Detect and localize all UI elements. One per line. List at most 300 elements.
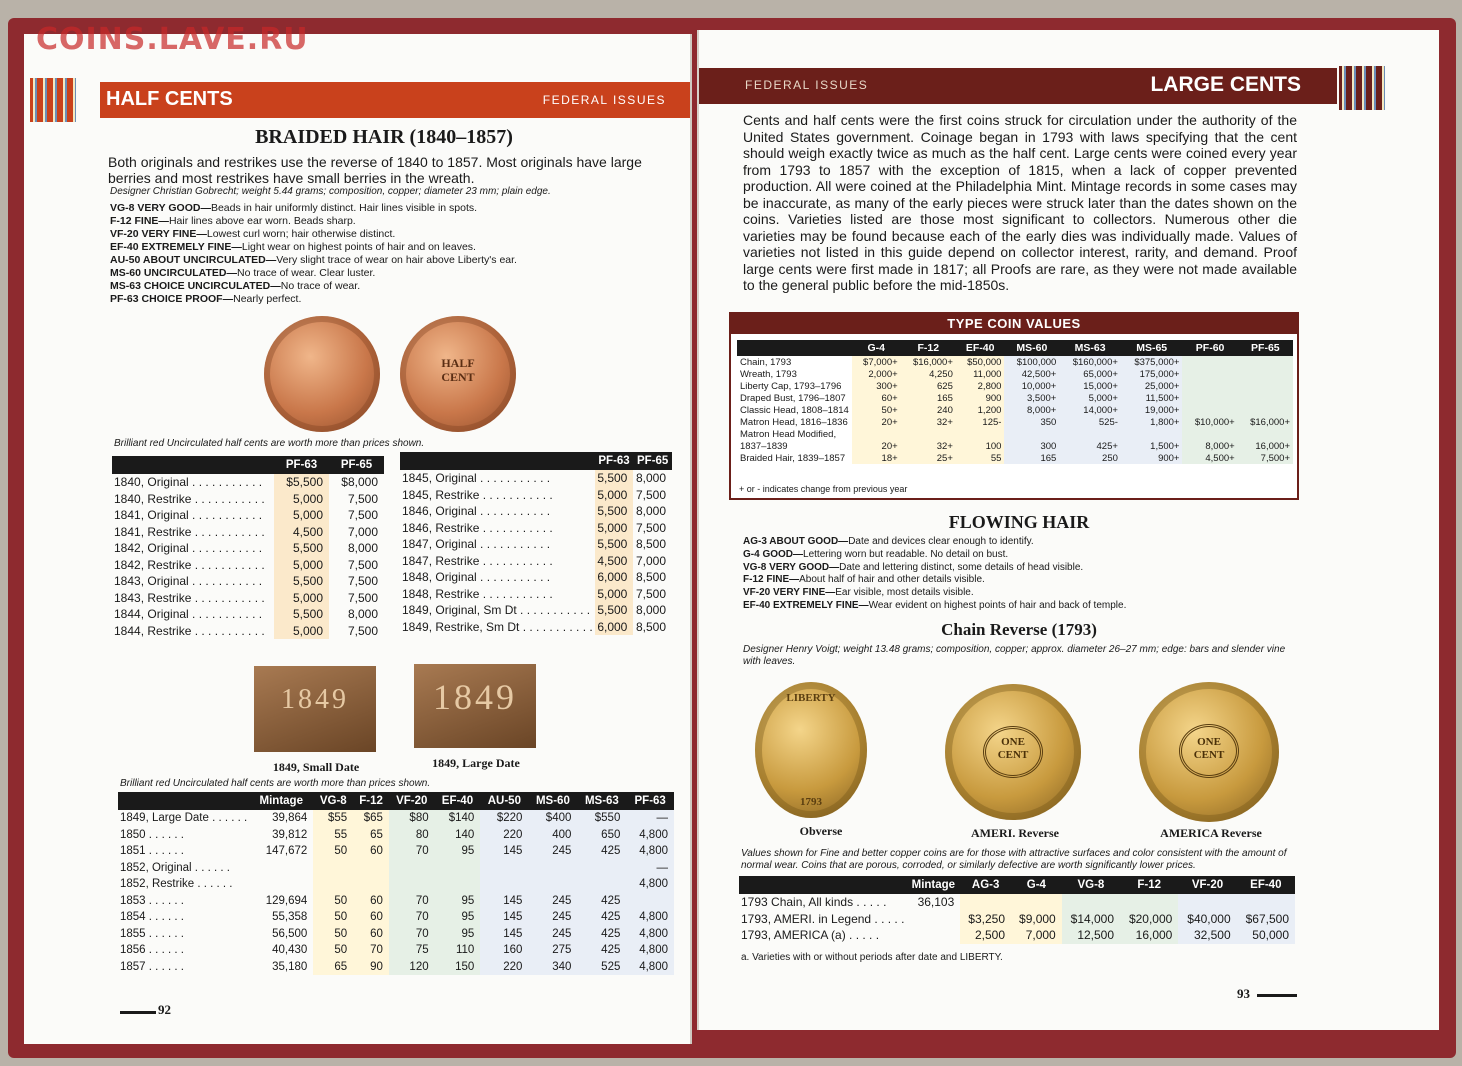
col-header: VG-8 — [1062, 876, 1120, 894]
table-row — [400, 487, 672, 504]
grade-term: AU-50 ABOUT UNCIRCULATED— — [110, 254, 277, 266]
cell-pf63: 5,000 — [274, 590, 329, 607]
cell-value: 300+ — [852, 380, 901, 392]
cell-value: $14,000 — [1062, 911, 1120, 928]
row-label: 1837–1839 — [740, 440, 788, 452]
col-header: AG-3 — [960, 876, 1011, 894]
coin-obverse-legend: LIBERTY — [786, 692, 836, 704]
grade-desc: Lowest curl worn; hair otherwise distinct. — [206, 228, 396, 240]
table-row — [118, 876, 674, 893]
cell-value — [313, 876, 353, 893]
row-label-text: 1848, Original — [402, 570, 477, 585]
cell-value: 145 — [480, 893, 528, 910]
grade-desc: Wear evident on highest points of hair and back of temple. — [868, 599, 1127, 611]
cell-value: 1,200 — [956, 404, 1005, 416]
cell-value: 42,500+ — [1004, 368, 1059, 380]
grade-line — [110, 241, 670, 254]
cell-value: 900 — [956, 392, 1005, 404]
cell-pf63: 5,000 — [274, 623, 329, 640]
cell-value: $7,000+ — [852, 356, 901, 368]
row-label-text: 1793, AMERI. in Legend — [741, 911, 872, 926]
cell-value: 4,250 — [901, 368, 956, 380]
row-label: Braided Hair, 1839–1857 — [740, 452, 846, 464]
coin-reverse-text: HALF CENT — [441, 356, 475, 384]
grade-desc: Lettering worn but readable. No detail on bust. — [803, 548, 1009, 560]
cell-value — [852, 428, 901, 440]
grade-desc: Hair lines above ear worn. Beads sharp. — [168, 215, 356, 227]
grade-desc: Ear visible, most details visible. — [835, 587, 974, 599]
cell-value: $100,000 — [1004, 356, 1059, 368]
row-label: 1844, Original . . . . . . . . . . . — [114, 607, 263, 622]
cell-value: 4,800 — [626, 843, 674, 860]
values-note: Values shown for Fine and better copper coins are for those with attractive surfaces and color consistent with the amount of normal wear. Coins that are porous, corroded, or similarly defective are worth significantly lower prices. — [741, 848, 1287, 871]
cell-mintage — [906, 927, 960, 944]
cell-pf65: $8,000 — [341, 475, 378, 490]
coin-america-text: ONE CENT — [1193, 736, 1225, 761]
row-label-text: 1793 Chain, All kinds — [741, 895, 854, 910]
cell-pf65: 8,000 — [347, 541, 378, 556]
cell-mintage: 40,430 — [272, 944, 308, 957]
cell-value — [1182, 428, 1237, 440]
table-row — [737, 368, 1293, 380]
table-row — [112, 491, 384, 508]
cell-value: 14,000+ — [1059, 404, 1121, 416]
col-header: MS-63 — [577, 792, 626, 810]
note-brilliant-2: Brilliant red Uncirculated half cents are worth more than prices shown. — [120, 778, 431, 789]
cell-value: 70 — [389, 909, 435, 926]
section-title-braided: BRAIDED HAIR (1840–1857) — [255, 126, 513, 148]
type-coin-values-box — [729, 312, 1299, 500]
mintage-table-braided — [118, 792, 674, 975]
grade-line — [743, 562, 1303, 575]
cell-value: 425 — [577, 942, 626, 959]
grade-term: G-4 GOOD— — [743, 548, 804, 560]
cell-pf65: 7,500 — [347, 508, 378, 523]
row-label: 1793 Chain, All kinds . . . . . — [741, 895, 887, 910]
table-row — [112, 507, 384, 524]
row-label: 1846, Restrike . . . . . . . . . . . — [402, 520, 553, 535]
col-header: AU-50 — [480, 792, 528, 810]
cell-value: 340 — [528, 959, 577, 976]
cell-value: 50,000 — [1237, 927, 1295, 944]
cell-pf63: 5,500 — [595, 503, 634, 520]
sub-title-chain: Chain Reverse (1793) — [941, 620, 1097, 639]
row-label: Draped Bust, 1796–1807 — [740, 392, 846, 404]
grade-line — [110, 293, 670, 306]
grade-term: AG-3 ABOUT GOOD— — [743, 536, 849, 547]
cell-value: 145 — [480, 843, 528, 860]
cell-value: 250 — [1059, 452, 1121, 464]
col-pf65: PF-65 — [329, 456, 384, 474]
cell-value: 95 — [435, 843, 481, 860]
row-label-text: 1853 — [120, 894, 146, 907]
cell-value — [1238, 356, 1293, 368]
grade-term: EF-40 EXTREMELY FINE— — [743, 599, 869, 611]
cell-value: 220 — [480, 827, 528, 844]
table-row — [112, 474, 384, 491]
cell-value — [480, 860, 528, 877]
cell-value: 100 — [956, 440, 1005, 452]
row-label: 1841, Restrike . . . . . . . . . . . — [114, 524, 265, 539]
designer-line-chain: Designer Henry Voigt; weight 13.48 grams; composition, copper; approx. diameter 26–27 mm; edge: bars and slender vine with leaves. — [743, 644, 1286, 667]
cell-value — [577, 876, 626, 893]
grade-term: VF-20 VERY FINE— — [743, 587, 836, 599]
cell-value — [1178, 894, 1236, 911]
table-row — [737, 356, 1293, 368]
grade-descriptions-flowing — [743, 536, 1303, 613]
cell-value: $9,000 — [1011, 911, 1062, 928]
coin-obverse-half-cent — [264, 316, 380, 432]
cell-value: $40,000 — [1178, 911, 1236, 928]
grade-line — [110, 202, 670, 215]
cell-value: 4,800 — [626, 959, 674, 976]
grade-desc: About half of hair and other details visible. — [799, 574, 985, 586]
grade-line — [110, 267, 670, 280]
cell-value: 150 — [435, 959, 481, 976]
table-row — [112, 540, 384, 557]
cell-value: $20,000 — [1120, 911, 1178, 928]
table-row — [112, 606, 384, 623]
row-label: 1849, Large Date . . . . . . — [120, 812, 248, 825]
cell-value — [389, 876, 435, 893]
row-label-text: 1842, Restrike — [114, 557, 192, 572]
table-row — [118, 893, 674, 910]
row-label-text: 1855 — [120, 927, 146, 940]
cell-value — [960, 894, 1011, 911]
row-label: 1853 . . . . . . — [120, 894, 184, 907]
table-row — [118, 959, 674, 976]
proof-table-left — [112, 456, 384, 639]
cell-value: 175,000+ — [1121, 368, 1183, 380]
table-row — [400, 536, 672, 553]
coin-reverse-half-cent — [400, 316, 516, 432]
cell-pf63: 5,000 — [595, 487, 634, 504]
cell-value — [1182, 404, 1237, 416]
left-header-title: HALF CENTS — [106, 88, 233, 110]
cell-value: 16,000 — [1120, 927, 1178, 944]
cell-value: 165 — [901, 392, 956, 404]
row-label: 1857 . . . . . . — [120, 960, 184, 973]
tcv-note: + or - indicates change from previous year — [739, 484, 908, 494]
coin-chain-obverse — [755, 682, 867, 818]
cell-value: 4,800 — [626, 876, 674, 893]
cell-value: 8,000+ — [1182, 440, 1237, 452]
table-row — [118, 926, 674, 943]
cell-value: 10,000+ — [1004, 380, 1059, 392]
cell-value: 350 — [1004, 416, 1059, 428]
cell-value: 125- — [956, 416, 1005, 428]
grade-desc: Nearly perfect. — [233, 293, 302, 305]
row-label-text: 1846, Original — [402, 504, 477, 519]
cell-value: 240 — [901, 404, 956, 416]
grade-desc: Very slight trace of wear on hair above Liberty's ear. — [276, 254, 517, 266]
cell-value — [956, 428, 1005, 440]
cell-value: 20+ — [852, 440, 901, 452]
cell-value: 50 — [313, 926, 353, 943]
row-label-text: 1845, Restrike — [402, 487, 480, 502]
cell-value — [353, 876, 389, 893]
cell-mintage: 56,500 — [272, 927, 308, 940]
table-row — [400, 553, 672, 570]
right-header-sub: FEDERAL ISSUES — [745, 78, 869, 92]
row-label-text: 1843, Restrike — [114, 590, 192, 605]
cell-pf63: 5,000 — [595, 586, 634, 603]
row-label: Wreath, 1793 — [740, 368, 797, 380]
cell-value: 70 — [389, 893, 435, 910]
caption-large-date: 1849, Large Date — [432, 756, 520, 770]
grade-term: PF-63 CHOICE PROOF— — [110, 293, 234, 305]
grade-line — [110, 254, 670, 267]
grade-desc: Beads in hair uniformly distinct. Hair lines visible in spots. — [210, 202, 478, 214]
cell-value: 300 — [1004, 440, 1059, 452]
cell-value: 50 — [313, 893, 353, 910]
cell-pf63: 4,500 — [595, 553, 634, 570]
cell-value: 245 — [528, 843, 577, 860]
cell-value: 4,500+ — [1182, 452, 1237, 464]
cell-pf65: 8,000 — [347, 607, 378, 622]
cell-value — [1238, 368, 1293, 380]
cell-value: 32,500 — [1178, 927, 1236, 944]
cell-value: 50+ — [852, 404, 901, 416]
cell-value: 65 — [353, 827, 389, 844]
cell-pf65: 8,000 — [635, 603, 666, 618]
grade-term: VG-8 VERY GOOD— — [110, 202, 211, 214]
cell-value: $550 — [577, 810, 626, 827]
cell-pf63: 5,500 — [274, 606, 329, 623]
row-label: 1843, Original . . . . . . . . . . . — [114, 574, 263, 589]
cell-mintage — [249, 860, 313, 877]
col-header: VF-20 — [389, 792, 435, 810]
row-label-text: 1793, AMERICA (a) — [741, 928, 846, 943]
cell-value: 275 — [528, 942, 577, 959]
cell-value: $140 — [435, 810, 481, 827]
table-row — [112, 557, 384, 574]
cell-mintage: 147,672 — [265, 845, 308, 858]
col-header: PF-63 — [626, 792, 674, 810]
table-row — [737, 452, 1293, 464]
cell-value — [1238, 428, 1293, 440]
cell-value — [1062, 894, 1120, 911]
cell-value: 80 — [389, 827, 435, 844]
row-label: 1855 . . . . . . — [120, 927, 184, 940]
cell-pf63: $5,500 — [274, 474, 329, 491]
caption-small-date: 1849, Small Date — [272, 760, 360, 774]
cell-pf65: 8,500 — [635, 570, 666, 585]
chain-mintage-table — [739, 876, 1295, 944]
table-row — [737, 428, 1293, 440]
coin-obverse-date: 1793 — [800, 796, 822, 808]
col-header: Mintage — [249, 792, 313, 810]
table-row — [112, 623, 384, 640]
row-label-text: 1852, Restrike — [120, 878, 195, 891]
row-label: Chain, 1793 — [740, 356, 792, 368]
grade-line — [110, 280, 670, 293]
row-label: 1850 . . . . . . — [120, 828, 184, 841]
cell-value: 1,800+ — [1121, 416, 1183, 428]
cell-value: 16,000+ — [1238, 440, 1293, 452]
cell-pf65: 8,000 — [635, 471, 666, 486]
row-label-text: 1846, Restrike — [402, 520, 480, 535]
table-row — [737, 404, 1293, 416]
cell-value: 1,500+ — [1121, 440, 1183, 452]
designer-line: Designer Christian Gobrecht; weight 5.44 grams; composition, copper; diameter 23 mm; plain edge. — [110, 186, 551, 197]
cell-pf63: 5,000 — [274, 557, 329, 574]
cell-value: 11,000 — [956, 368, 1005, 380]
cell-value: 60 — [353, 926, 389, 943]
row-label: 1856 . . . . . . — [120, 944, 184, 957]
cell-value: 7,000 — [1011, 927, 1062, 944]
cell-value: 7,500+ — [1238, 452, 1293, 464]
row-label: 1848, Restrike . . . . . . . . . . . — [402, 586, 553, 601]
row-label-text: 1843, Original — [114, 574, 189, 589]
grade-line — [743, 574, 1303, 587]
grade-descriptions — [110, 202, 670, 306]
cell-value: $375,000+ — [1121, 356, 1183, 368]
col-header: PF-60 — [1182, 340, 1237, 356]
table-row — [118, 942, 674, 959]
row-label: 1842, Restrike . . . . . . . . . . . — [114, 557, 265, 572]
cell-pf65: 7,000 — [347, 524, 378, 539]
table-row — [400, 470, 672, 487]
cell-value: 245 — [528, 893, 577, 910]
table-row — [737, 380, 1293, 392]
row-label: 1846, Original . . . . . . . . . . . — [402, 504, 551, 519]
cell-value: 65 — [313, 959, 353, 976]
caption-america-reverse: AMERICA Reverse — [1160, 826, 1262, 840]
col-header: G-4 — [852, 340, 901, 356]
cell-mintage: 39,812 — [272, 828, 308, 841]
cell-value: 425 — [577, 909, 626, 926]
row-label: 1840, Original . . . . . . . . . . . — [114, 475, 263, 490]
cell-value — [1182, 392, 1237, 404]
cell-mintage: 36,103 — [917, 895, 955, 910]
cell-value — [577, 860, 626, 877]
col-header: MS-60 — [1004, 340, 1059, 356]
table-row — [739, 927, 1295, 944]
cell-value: 60+ — [852, 392, 901, 404]
table-row — [112, 524, 384, 541]
table-row — [737, 440, 1293, 452]
row-label: Classic Head, 1808–1814 — [740, 404, 849, 416]
grade-desc: Light wear on highest points of hair and on leaves. — [241, 241, 476, 253]
row-label-text: 1849, Restrike, Sm Dt — [402, 619, 520, 634]
cell-value — [480, 876, 528, 893]
intro-large-cents: Cents and half cents were the first coins struck for circulation under the authority of the United States government. Coinage began in 1793 with laws specifying that the cent should weigh exactly twice as much as the half cent. Large cents were coined every year from 1793 to 1857 with the exception of 1815, when a lack of copper prevented production. All were coined at the Philadelphia Mint. Mintage records in some cases may be inaccurate, as many of the early pieces were struck later than the dates shown on the coins. Varieties listed are those most significant to collectors. Numerous other die varieties may be found because each of the early dies was individually made. Values of varieties not listed in this guide depend on collector interest, rarity, and demand. Proof large cents were first made in 1817; all Proofs are rare, as they were not made available to the general public before the mid-1850s. — [743, 112, 1297, 293]
cell-value: 65,000+ — [1059, 368, 1121, 380]
col-header: F-12 — [901, 340, 956, 356]
table-row — [112, 590, 384, 607]
cell-value: 245 — [528, 909, 577, 926]
grade-line — [743, 600, 1303, 613]
cell-value — [1011, 894, 1062, 911]
col-header: VF-20 — [1178, 876, 1236, 894]
right-header-title: LARGE CENTS — [1150, 73, 1301, 96]
cell-pf65: 8,500 — [635, 619, 666, 634]
cell-value: $10,000+ — [1182, 416, 1237, 428]
caption-obverse: Obverse — [799, 824, 843, 838]
cell-value: $80 — [389, 810, 435, 827]
cell-value: $50,000 — [956, 356, 1005, 368]
row-label-text: 1841, Restrike — [114, 524, 192, 539]
cell-pf65: 7,500 — [635, 586, 666, 601]
col-header: MS-65 — [1121, 340, 1183, 356]
table-row — [400, 602, 672, 619]
cell-value — [1238, 392, 1293, 404]
grade-term: VF-20 VERY FINE— — [110, 228, 207, 240]
cell-value: 70 — [389, 926, 435, 943]
cell-value: 3,500+ — [1004, 392, 1059, 404]
cell-mintage — [906, 911, 960, 928]
row-label-text: 1842, Original — [114, 541, 189, 556]
cell-value: 70 — [389, 843, 435, 860]
cell-value — [528, 860, 577, 877]
table-row — [112, 573, 384, 590]
cell-value — [435, 860, 481, 877]
row-label: 1840, Restrike . . . . . . . . . . . — [114, 491, 265, 506]
table-row — [400, 569, 672, 586]
col-header: EF-40 — [435, 792, 481, 810]
col-header: F-12 — [1120, 876, 1178, 894]
cell-pf65: 7,000 — [635, 553, 666, 568]
table-row — [400, 520, 672, 537]
cell-value: 525- — [1059, 416, 1121, 428]
cell-value — [1238, 404, 1293, 416]
row-label: 1852, Original . . . . . . — [120, 861, 230, 874]
cell-value: 4,800 — [626, 926, 674, 943]
cell-mintage: 55,358 — [272, 911, 308, 924]
cell-value — [901, 428, 956, 440]
cell-pf63: 5,000 — [274, 507, 329, 524]
col-pf63: PF-63 — [595, 452, 634, 470]
table-row — [737, 416, 1293, 428]
cell-value: $400 — [528, 810, 577, 827]
col-header: G-4 — [1011, 876, 1062, 894]
cell-pf65: 7,500 — [635, 520, 666, 535]
cell-value — [1120, 894, 1178, 911]
table-row — [739, 911, 1295, 928]
row-label: 1849, Original, Sm Dt . . . . . . . . . . . — [402, 603, 591, 618]
row-label-text: 1851 — [120, 845, 146, 858]
cell-pf63: 5,000 — [595, 520, 634, 537]
cell-value: 60 — [353, 893, 389, 910]
cell-value: 2,800 — [956, 380, 1005, 392]
cell-pf65: 7,500 — [635, 487, 666, 502]
row-label-text: 1854 — [120, 911, 146, 924]
table-row — [400, 619, 672, 636]
cell-pf65: 8,000 — [635, 504, 666, 519]
cell-value: 95 — [435, 909, 481, 926]
section-title-flowing: FLOWING HAIR — [948, 512, 1090, 532]
note-brilliant-1: Brilliant red Uncirculated half cents are worth more than prices shown. — [114, 438, 425, 449]
page-number-right: 93 — [1237, 986, 1250, 1001]
cell-value — [1182, 356, 1237, 368]
grade-term: F-12 FINE— — [743, 574, 800, 586]
col-header: MS-63 — [1059, 340, 1121, 356]
page-rule-right — [1257, 994, 1297, 997]
col-header: EF-40 — [1237, 876, 1295, 894]
row-label: 1849, Restrike, Sm Dt . . . . . . . . . . . — [402, 619, 593, 634]
row-label: 1793, AMERI. in Legend . . . . . — [741, 911, 905, 926]
row-label-text: 1857 — [120, 960, 146, 973]
coin-chain-ameri-reverse — [945, 684, 1081, 820]
cell-value: 90 — [353, 959, 389, 976]
header-stripes-right — [1339, 66, 1385, 110]
cell-value: 900+ — [1121, 452, 1183, 464]
cell-value: 25,000+ — [1121, 380, 1183, 392]
left-page — [24, 34, 692, 1044]
cell-value — [1004, 428, 1059, 440]
type-coin-values-table — [737, 340, 1293, 464]
